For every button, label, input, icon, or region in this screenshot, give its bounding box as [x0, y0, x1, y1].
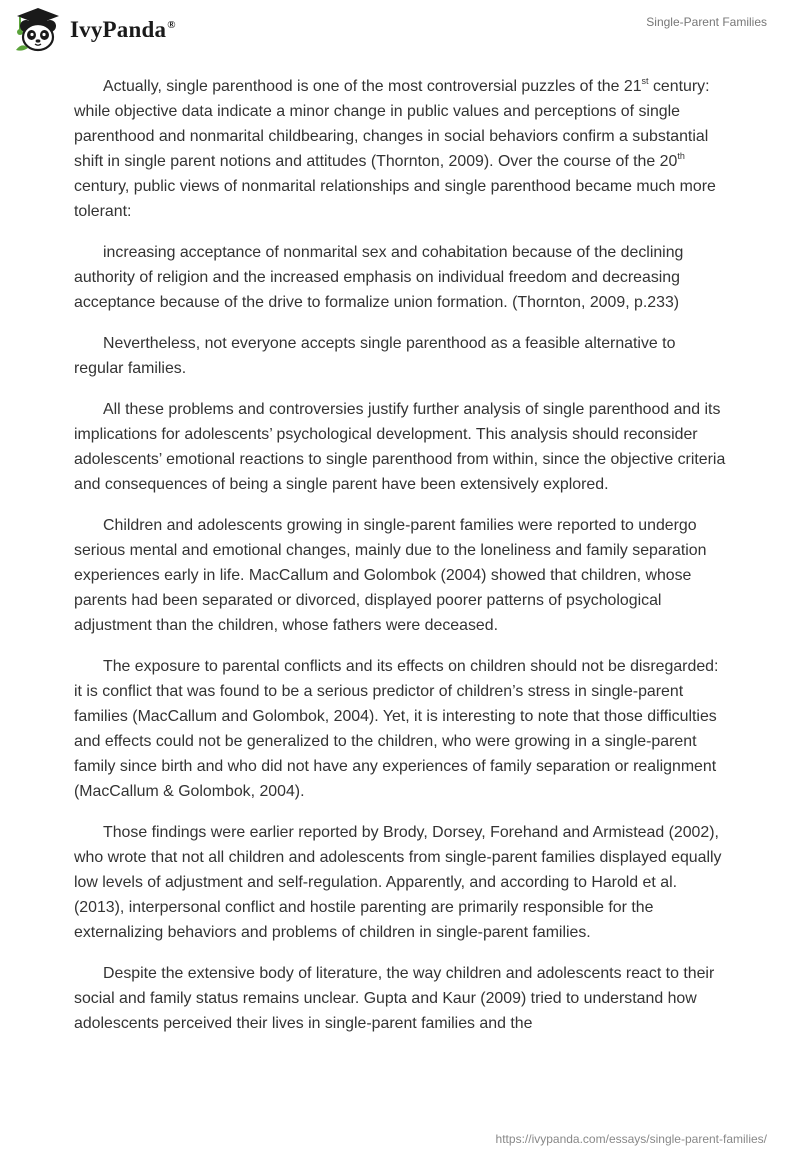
- registered-mark: ®: [167, 19, 176, 32]
- source-url[interactable]: https://ivypanda.com/essays/single-parent-families/: [495, 1132, 767, 1146]
- ordinal-suffix-st: st: [641, 76, 649, 86]
- paragraph-4: Children and adolescents growing in single-parent families were reported to undergo serious mental and emotional changes, mainly due to the loneliness and family separation experiences early in life. MacCallum and Golombok (2004) showed that children, whose parents had been separated or divorced, displayed poorer patterns of psychological adjustment than the children, whose fathers were deceased.: [74, 517, 707, 634]
- paragraph-3: All these problems and controversies justify further analysis of single parenthood and its implications for adolescents’ psychological development. This analysis should reconsider adolescents’ emotional reactions to single parenthood from within, since the objective criteria and consequences of being a single parent have been extensively explored.: [74, 401, 726, 493]
- paragraph-2: Nevertheless, not everyone accepts single parenthood as a feasible alternative to regular families.: [74, 335, 676, 377]
- brand-name-text: IvyPanda: [70, 17, 167, 42]
- brand-logo[interactable]: [12, 6, 176, 54]
- paragraph-7: Despite the extensive body of literature, the way children and adolescents react to their social and family status remains unclear. Gupta and Kaur (2009) tried to understand how adolescents perceived their lives in single-parent families and the: [74, 965, 715, 1032]
- paragraph-6: Those findings were earlier reported by Brody, Dorsey, Forehand and Armistead (2002), who wrote that not all children and adolescents from single-parent families displayed equally low levels of adjustment and self-regulation. Apparently, and according to Harold et al. (2013), interpersonal conflict and hostile parenting are primarily responsible for the externalizing behaviors and problems of children in single-parent families.: [74, 824, 722, 941]
- paragraph-1-part-c: century, public views of nonmarital relationships and single parenthood became much more tolerant:: [74, 178, 716, 220]
- block-quote: increasing acceptance of nonmarital sex and cohabitation because of the declining authority of religion and the increased emphasis on individual freedom and decreasing acceptance because of the drive to formalize union formation. (Thornton, 2009, p.233): [74, 244, 684, 311]
- paragraph-1-part-a: Actually, single parenthood is one of the most controversial puzzles of the 21: [103, 78, 642, 95]
- ordinal-suffix-th: th: [677, 151, 685, 161]
- paragraph-1: [74, 74, 726, 224]
- document-title: Single-Parent Families: [646, 15, 767, 29]
- essay-body: [74, 74, 726, 1052]
- paragraph-5: The exposure to parental conflicts and its effects on children should not be disregarded: it is conflict that was found to be a serious predictor of children’s stress in single-parent families (MacCallum and Golombok, 2004). Yet, it is interesting to note that those difficulties and effects could not be generalized to the children, who were growing in a single-parent family since birth and who did not have any experiences of family separation or realignment (MacCallum & Golombok, 2004).: [74, 658, 719, 800]
- panda-mascot-icon: [12, 6, 64, 54]
- paragraph-1-part-b: century: while objective data indicate a minor change in public values and perceptions of single parenthood and nonmarital childbearing, changes in social behaviors confirm a substantial shift in single parent notions and attitudes (Thornton, 2009). Over the course of the 20: [74, 78, 710, 170]
- brand-name: [70, 17, 176, 43]
- page-header: [0, 0, 800, 60]
